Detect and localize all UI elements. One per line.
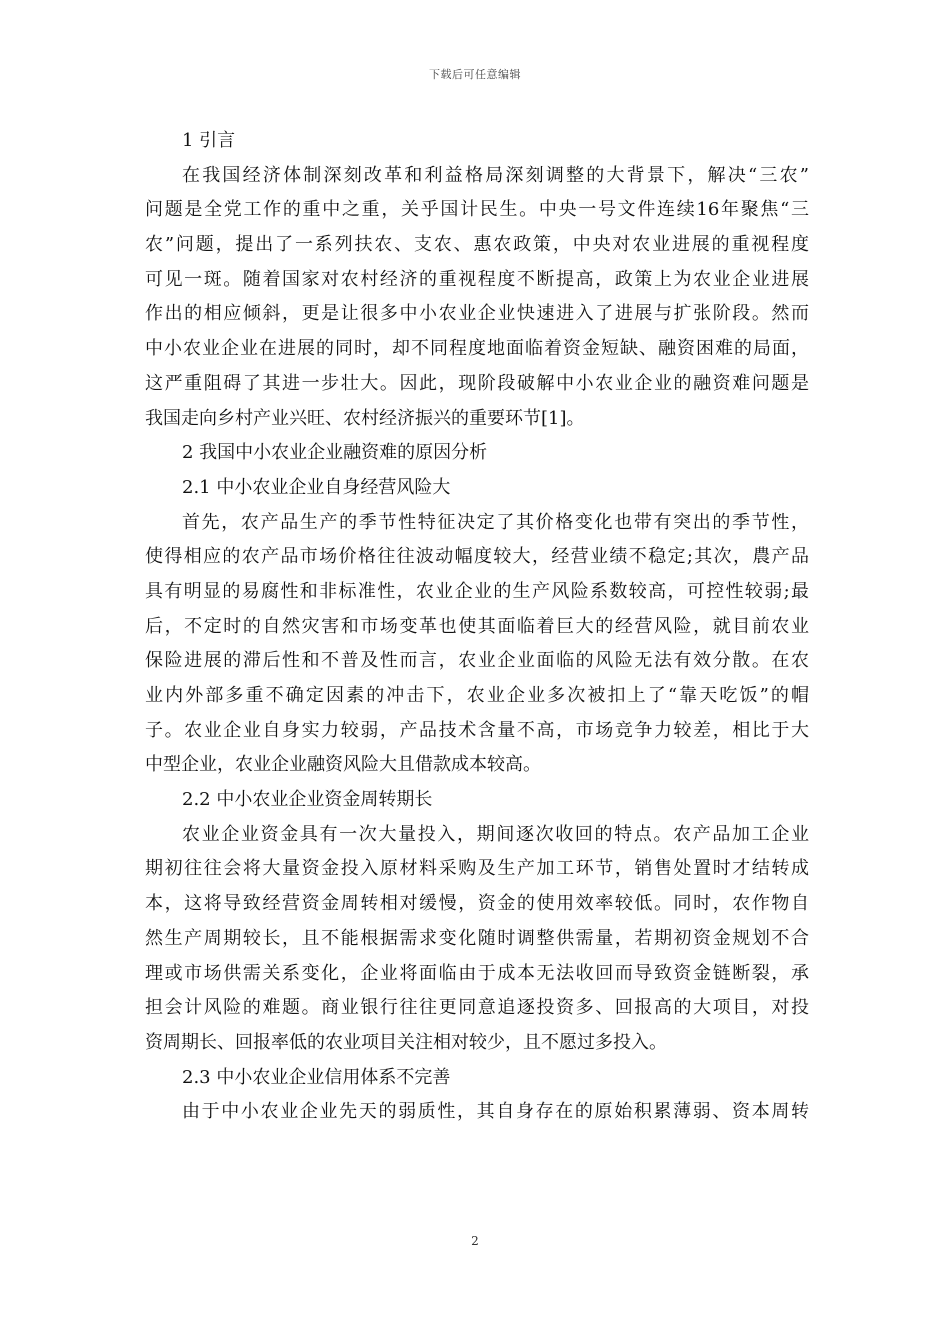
text-line: 具有明显的易腐性和非标准性，农业企业的生产风险系数较高，可控性较弱;最 <box>145 580 809 602</box>
text-line: 然生产周期较长，且不能根据需求变化随时调整供需量，若期初资金规划不合 <box>145 927 809 949</box>
text-line: 2 我国中小农业企业融资难的原因分析 <box>182 442 488 464</box>
text-line: 本，这将导致经营资金周转相对缓慢，资金的使用效率较低。同时，农作物自 <box>145 893 809 915</box>
text-line: 子。农业企业自身实力较弱，产品技术含量不高，市场竞争力较差，相比于大 <box>145 719 809 741</box>
text-line: 由于中小农业企业先天的弱质性，其自身存在的原始积累薄弱、资本周转 <box>182 1101 809 1123</box>
text-line: 理或市场供需关系变化，企业将面临由于成本无法收回而导致资金链断裂，承 <box>145 962 809 984</box>
text-line: 后，不定时的自然灾害和市场变革也使其面临着巨大的经营风险，就目前农业 <box>145 615 809 637</box>
text-line: 1 引言 <box>182 130 236 151</box>
text-line: 首先，农产品生产的季节性特征决定了其价格变化也带有突出的季节性， <box>182 511 809 533</box>
text-line: 可见一斑。随着国家对农村经济的重视程度不断提高，政策上为农业企业进展 <box>145 268 809 290</box>
text-line: 资周期长、回报率低的农业项目关注相对较少，且不愿过多投入。 <box>145 1031 667 1053</box>
text-line: 使得相应的农产品市场价格往往波动幅度较大，经营业绩不稳定;其次，農产品 <box>145 546 809 568</box>
text-line: 中小农业企业在进展的同时，却不同程度地面临着资金短缺、融资困难的局面， <box>145 338 809 360</box>
text-line: 这严重阻碍了其进一步壮大。因此，现阶段破解中小农业企业的融资难问题是 <box>145 372 809 394</box>
text-line: 2.3 中小农业企业信用体系不完善 <box>182 1066 451 1088</box>
text-line: 2.2 中小农业企业资金周转期长 <box>182 789 433 811</box>
text-line: 农业企业资金具有一次大量投入，期间逐次收回的特点。农产品加工企业 <box>182 823 809 845</box>
page-number: 2 <box>471 1234 479 1248</box>
text-line: 期初往往会将大量资金投入原材料采购及生产加工环节，销售处置时才结转成 <box>145 858 809 880</box>
text-line: 问题是全党工作的重中之重，关乎国计民生。中央一号文件连续16年聚焦“三 <box>145 199 809 221</box>
text-line: 我国走向乡村产业兴旺、农村经济振兴的重要环节[1]。 <box>145 407 585 429</box>
text-line: 2.1 中小农业企业自身经营风险大 <box>182 476 451 498</box>
text-line: 担会计风险的难题。商业银行往往更同意追逐投资多、回报高的大项目，对投 <box>145 997 809 1019</box>
text-line: 中型企业，农业企业融资风险大且借款成本较高。 <box>145 754 541 776</box>
text-line: 在我国经济体制深刻改革和利益格局深刻调整的大背景下，解决“三农” <box>182 164 809 186</box>
text-line: 作出的相应倾斜，更是让很多中小农业企业快速进入了进展与扩张阶段。然而 <box>145 303 809 325</box>
text-line: 业内外部多重不确定因素的冲击下，农业企业多次被扣上了“靠天吃饭”的帽 <box>145 685 809 706</box>
text-line: 保险进展的滞后性和不普及性而言，农业企业面临的风险无法有效分散。在农 <box>145 650 809 672</box>
page-header-note: 下载后可任意编辑 <box>429 68 521 81</box>
document-body <box>145 124 809 1130</box>
text-line: 农”问题，提出了一系列扶农、支农、惠农政策，中央对农业进展的重视程度 <box>145 234 809 256</box>
